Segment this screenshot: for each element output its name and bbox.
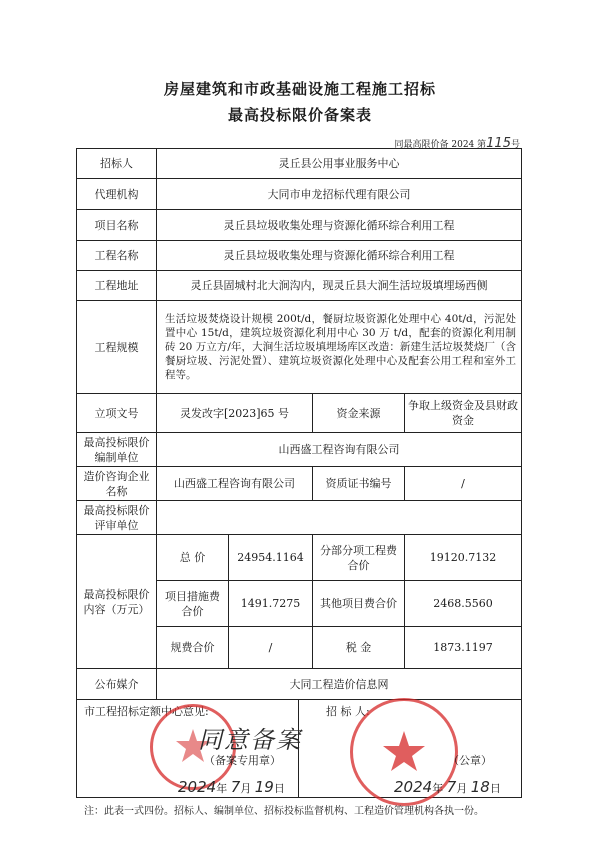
other-value: 2468.5560 (405, 581, 521, 627)
address-label: 工程地址 (77, 271, 157, 301)
project-name-value: 灵丘县垃圾收集处理与资源化循环综合利用工程 (157, 210, 521, 241)
consultant-label: 造价咨询企业名称 (77, 467, 157, 501)
limit-label: 最高投标限价内容（万元） (77, 535, 157, 669)
total-value: 24954.1164 (229, 535, 313, 581)
cert-value: / (405, 467, 521, 501)
total-label: 总 价 (157, 535, 229, 581)
bidder-value: 灵丘县公用事业服务中心 (157, 149, 521, 179)
media-label: 公布媒介 (77, 669, 157, 699)
center-seal-note: （备案专用章） (204, 754, 281, 767)
sub-label: 分部分项工程费合价 (313, 535, 405, 581)
document-number: 同最高限价备 2024 第115号 (394, 136, 520, 151)
center-approval-handwriting: 同意备案 (198, 726, 302, 754)
approval-value: 灵发改字[2023]65 号 (157, 394, 313, 433)
reviewer-value (157, 501, 521, 535)
footnote: 注：此表一式四份。招标人、编制单位、招标投标监督机构、工程造价管理机构各执一份。 (84, 806, 484, 817)
scale-value: 生活垃圾焚烧设计规模 200t/d，餐厨垃圾资源化处理中心 40t/d，污泥处置中心 15t/d，建筑垃圾资源化利用中心 30 万 t/d，配套的资源化利用制砖 20 万立方/年，大涧生活垃圾填埋场库区改造：新建生活垃圾焚烧厂（含餐厨垃圾、污泥处置）、建筑垃圾资源化处理中心及配套公用工程和室外工程等。 (157, 301, 521, 394)
consultant-value: 山西盛工程咨询有限公司 (157, 467, 313, 501)
measure-label: 项目措施费合价 (157, 581, 229, 627)
project-name-label: 项目名称 (77, 210, 157, 241)
reviewer-label: 最高投标限价评审单位 (77, 501, 157, 535)
engineering-name-value: 灵丘县垃圾收集处理与资源化循环综合利用工程 (157, 241, 521, 271)
fee-value: / (229, 627, 313, 669)
center-date: 2024年 7月 19日 (178, 778, 285, 796)
approval-label: 立项文号 (77, 394, 157, 433)
measure-value: 1491.7275 (229, 581, 313, 627)
fee-label: 规费合价 (157, 627, 229, 669)
bidder-label: 招标人 (77, 149, 157, 179)
document-subtitle: 最高投标限价备案表 (227, 106, 372, 124)
cert-label: 资质证书编号 (313, 467, 405, 501)
compiler-label: 最高投标限价编制单位 (77, 433, 157, 467)
bidder-date: 2024年 7月 18日 (394, 778, 501, 796)
other-label: 其他项目费合价 (313, 581, 405, 627)
center-opinion-label: 市工程招标定额中心意见: (84, 705, 209, 718)
agency-label: 代理机构 (77, 179, 157, 210)
filing-table (76, 148, 522, 700)
bidder-seal-note: （公章） (448, 754, 492, 767)
agency-value: 大同市申龙招标代理有限公司 (157, 179, 521, 210)
document-title: 房屋建筑和市政基础设施工程施工招标 (163, 80, 436, 98)
bidder-sign-label: 招 标 人: (326, 705, 370, 718)
media-value: 大同工程造价信息网 (289, 677, 389, 691)
compiler-value: 山西盛工程咨询有限公司 (157, 433, 521, 467)
scale-label: 工程规模 (77, 301, 157, 394)
address-value: 灵丘县固城村北大涧沟内，现灵丘县大涧生活垃圾填埋场西侧 (157, 271, 521, 301)
tax-value: 1873.1197 (405, 627, 521, 669)
tax-label: 税 金 (313, 627, 405, 669)
sub-value: 19120.7132 (405, 535, 521, 581)
fund-source-value: 争取上级资金及县财政资金 (405, 394, 521, 433)
engineering-name-label: 工程名称 (77, 241, 157, 271)
fund-source-label: 资金来源 (313, 394, 405, 433)
